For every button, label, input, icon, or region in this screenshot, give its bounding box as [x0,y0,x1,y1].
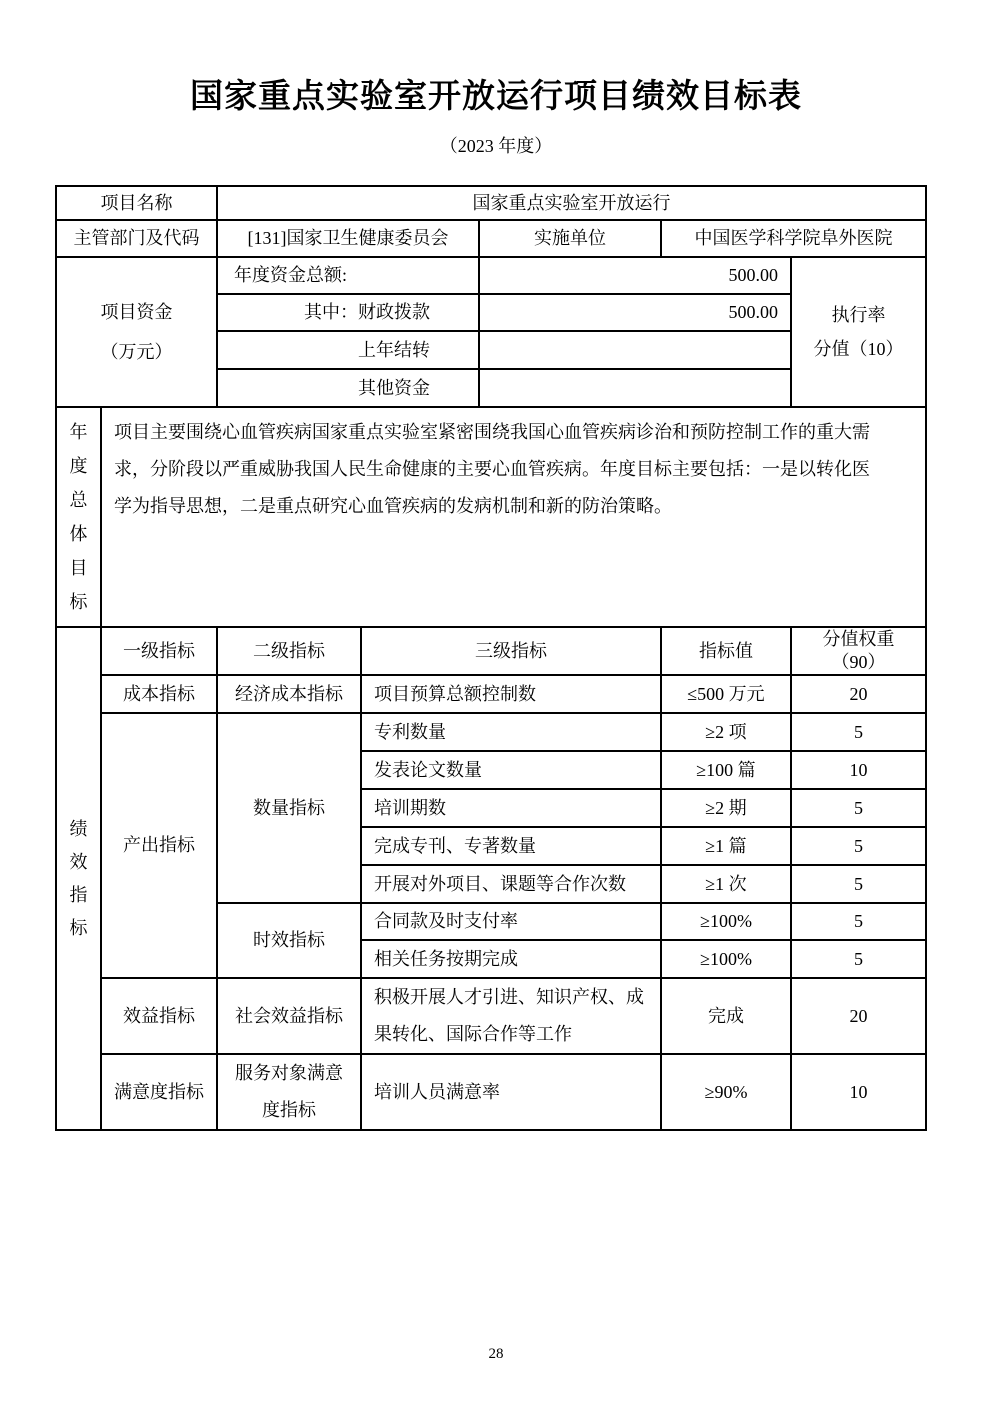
funding-other-value [479,369,791,407]
project-name-label: 项目名称 [56,186,217,220]
indicator-l3-cell: 培训人员满意率 [361,1054,661,1130]
indicator-weight-cell: 5 [791,789,926,827]
indicator-weight-cell: 10 [791,1054,926,1130]
indicator-l3-cell: 专利数量 [361,713,661,751]
table-row [56,675,926,713]
header-level1: 一级指标 [101,627,217,675]
table-row [56,978,926,1054]
funding-label-line1: 项目资金 [100,302,173,322]
document-subtitle: （2023 年度） [439,135,553,156]
indicator-weight-cell: 5 [791,827,926,865]
header-indicator-value: 指标值 [661,627,791,675]
indicator-weight-cell: 10 [791,751,926,789]
indicator-weight-cell: 20 [791,978,926,1054]
table-row [56,627,926,675]
performance-section-label: 绩效指标 [69,818,88,938]
indicator-value-cell: ≤500 万元 [661,675,791,713]
funding-total-label: 年度资金总额: [217,257,479,294]
indicator-value-cell: ≥100% [661,903,791,940]
funding-total-value: 500.00 [479,257,791,294]
annual-goal-label-cell [56,407,101,627]
indicator-l2-cell: 社会效益指标 [217,978,361,1054]
header-weight-line2: （90） [831,652,886,672]
indicator-value-cell: ≥1 次 [661,865,791,903]
funding-carryover-value [479,331,791,369]
indicator-l2-cell: 时效指标 [217,903,361,978]
indicator-l3-cell: 积极开展人才引进、知识产权、成果转化、国际合作等工作 [361,978,661,1054]
table-row [56,713,926,751]
indicator-l2-cell: 数量指标 [217,713,361,903]
indicator-l1-cell: 产出指标 [101,713,217,978]
funding-label-line2: （万元） [100,342,173,362]
indicator-value-cell: ≥100% [661,940,791,978]
table-row [56,407,926,627]
performance-section-label-cell [56,627,101,1130]
indicator-l3-cell: 培训期数 [361,789,661,827]
funding-fiscal-label: 其中：财政拨款 [217,294,479,331]
header-weight-line1: 分值权重 [822,629,895,649]
indicator-weight-cell: 5 [791,713,926,751]
indicator-value-cell: 完成 [661,978,791,1054]
header-weight [791,627,926,675]
indicator-weight-cell: 5 [791,865,926,903]
indicator-l3-cell: 项目预算总额控制数 [361,675,661,713]
indicator-l2-cell: 服务对象满意度指标 [217,1054,361,1130]
table-row [56,186,926,220]
indicator-value-cell: ≥2 期 [661,789,791,827]
indicator-l1-cell: 满意度指标 [101,1054,217,1130]
annual-goal-content: 项目主要围绕心血管疾病国家重点实验室紧密围绕我国心血管疾病诊治和预防控制工作的重大需求，分阶段以严重威胁我国人民生命健康的主要心血管疾病。年度目标主要包括：一是以转化医学为指导思想，二是重点研究心血管疾病的发病机制和新的防治策略。 [101,407,926,627]
table-row [56,257,926,294]
indicator-value-cell: ≥100 篇 [661,751,791,789]
implement-unit-value: 中国医学科学院阜外医院 [661,220,926,257]
execution-rate-cell [791,257,926,407]
funding-carryover-label: 上年结转 [217,331,479,369]
indicator-l3-cell: 发表论文数量 [361,751,661,789]
funding-section-label [56,257,217,407]
indicator-l3-cell: 相关任务按期完成 [361,940,661,978]
indicator-value-cell: ≥2 项 [661,713,791,751]
execution-rate-line2: 分值（10） [813,339,904,359]
page-number: 28 [488,1346,504,1362]
indicator-value-cell: ≥90% [661,1054,791,1130]
indicator-weight-cell: 5 [791,903,926,940]
funding-other-label: 其他资金 [217,369,479,407]
document-title: 国家重点实验室开放运行项目绩效目标表 [190,77,802,114]
indicator-l3-cell: 开展对外项目、课题等合作次数 [361,865,661,903]
department-label: 主管部门及代码 [56,220,217,257]
implement-unit-label: 实施单位 [479,220,661,257]
indicator-weight-cell: 20 [791,675,926,713]
funding-fiscal-value: 500.00 [479,294,791,331]
header-level3: 三级指标 [361,627,661,675]
indicator-l1-cell: 效益指标 [101,978,217,1054]
header-level2: 二级指标 [217,627,361,675]
indicator-weight-cell: 5 [791,940,926,978]
indicator-l3-cell: 合同款及时支付率 [361,903,661,940]
execution-rate-line1: 执行率 [831,305,886,325]
annual-goal-label: 年度总体目标 [69,422,88,612]
project-name-value: 国家重点实验室开放运行 [217,186,926,220]
department-value: [131]国家卫生健康委员会 [217,220,479,257]
performance-target-table [55,185,927,1131]
indicator-l1-cell: 成本指标 [101,675,217,713]
table-row [56,1054,926,1130]
table-row [56,220,926,257]
indicator-l3-cell: 完成专刊、专著数量 [361,827,661,865]
indicator-value-cell: ≥1 篇 [661,827,791,865]
indicator-l2-cell: 经济成本指标 [217,675,361,713]
